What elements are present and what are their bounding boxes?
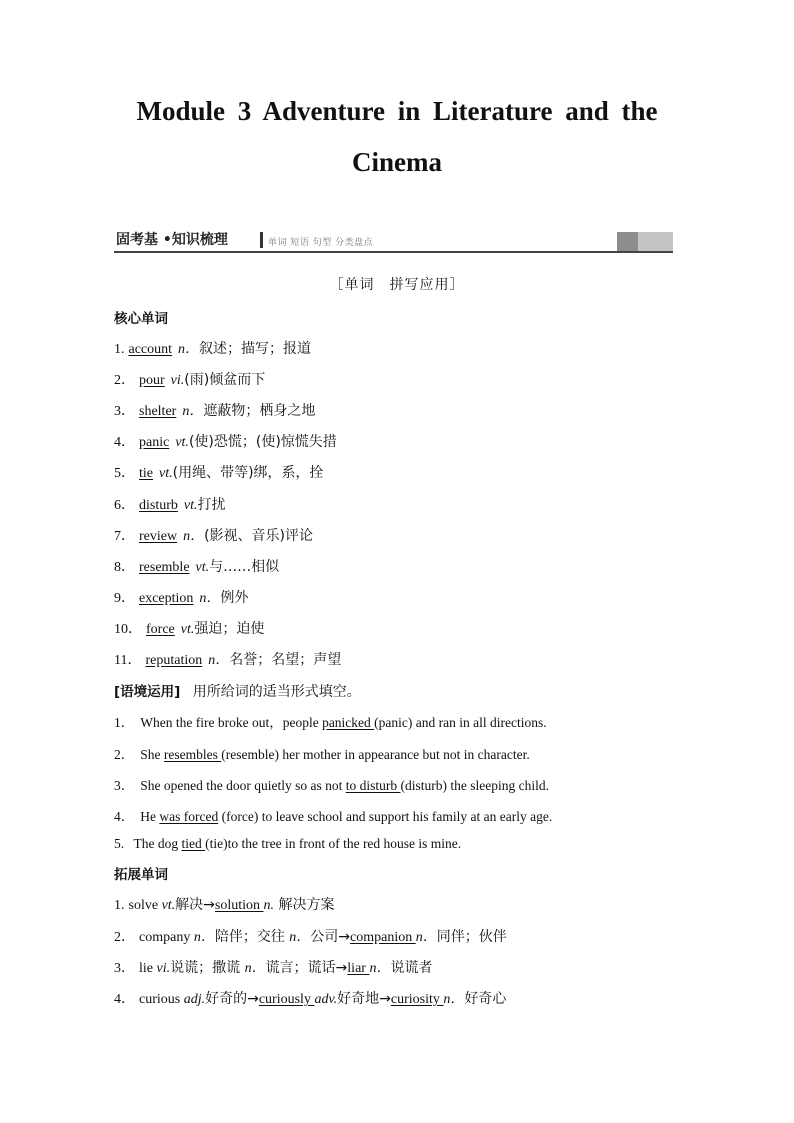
meaning: 解决方案 — [274, 897, 335, 913]
answer-word: account — [128, 342, 173, 357]
banner-label: 固考基 •知识梳理 — [116, 232, 228, 248]
item-number: 5． — [114, 466, 135, 481]
section-banner — [114, 231, 673, 253]
meaning: 打扰 — [197, 497, 226, 513]
meaning: 同伴；伙伴 — [436, 929, 507, 945]
answer-word: resemble — [139, 560, 190, 575]
sentence-text: When the fire broke out，people — [140, 715, 323, 730]
item-number: 11． — [114, 653, 142, 668]
answer-word: pour — [139, 373, 165, 388]
sentence-text: She opened the door quietly so as not — [140, 778, 346, 793]
word: curious — [139, 992, 184, 1007]
item-number: 4． — [114, 809, 135, 824]
meaning: 好奇心 — [464, 991, 507, 1007]
part-of-speech: n． — [244, 961, 266, 976]
sentence-text: (panic) and ran in all directions. — [374, 715, 547, 730]
answer-word: curiosity — [390, 992, 444, 1007]
meaning: 陪伴；交往 — [214, 929, 290, 945]
fill-in-sentence — [114, 711, 547, 731]
answer-word: resembles — [163, 747, 222, 762]
expand-word-item — [114, 988, 506, 1008]
item-number: 3． — [114, 961, 135, 976]
answer-word: panic — [139, 435, 170, 450]
sentence-text: (force) to leave school and support his family at an early age. — [218, 809, 553, 824]
item-number: 1. — [114, 342, 125, 357]
answer-word: shelter — [139, 404, 177, 419]
context-heading — [114, 680, 361, 701]
item-number: 4． — [114, 992, 135, 1007]
answer-word: exception — [139, 591, 194, 606]
part-of-speech: n． — [208, 653, 230, 668]
core-word-item — [114, 400, 315, 420]
meaning: 公司→ — [310, 929, 351, 945]
word: company — [139, 930, 194, 945]
part-of-speech: n． — [443, 992, 465, 1007]
part-of-speech: n． — [178, 342, 200, 357]
expand-word-item — [114, 957, 432, 977]
banner-subtitle: 单词 短语 句型 分类盘点 — [268, 238, 374, 248]
core-word-item — [114, 462, 324, 482]
meaning: 解决→ — [175, 897, 215, 913]
meaning: 强迫；迫使 — [194, 621, 265, 637]
item-number: 7． — [114, 529, 135, 544]
part-of-speech: n． — [193, 930, 215, 945]
part-of-speech: vt. — [175, 435, 189, 450]
answer-word: companion — [350, 930, 416, 945]
answer-word: liar — [347, 961, 370, 976]
part-of-speech: vt. — [161, 898, 176, 913]
answer-word: to disturb — [345, 778, 401, 793]
answer-word: solution — [214, 898, 264, 913]
banner-block-light — [638, 232, 673, 251]
core-word-item — [114, 556, 279, 576]
fill-in-sentence — [114, 774, 549, 794]
context-instruction: 用所给词的适当形式填空。 — [192, 684, 361, 700]
item-number: 1. — [114, 898, 125, 913]
meaning: (雨)倾盆而下 — [184, 372, 266, 388]
meaning: (使)恐慌；(使)惊慌失措 — [188, 434, 337, 450]
part-of-speech: n． — [199, 591, 221, 606]
item-number: 6． — [114, 498, 135, 513]
part-of-speech: n. — [263, 898, 275, 913]
item-number: 2． — [114, 930, 135, 945]
answer-word: disturb — [139, 498, 178, 513]
core-word-item — [114, 525, 313, 545]
meaning: 叙述；描写；报道 — [199, 341, 312, 357]
part-of-speech: vt. — [183, 498, 198, 513]
item-number: 10． — [114, 622, 142, 637]
item-number: 2． — [114, 747, 135, 762]
item-number: 4． — [114, 435, 135, 450]
sentence-text: She — [140, 747, 164, 762]
answer-word: reputation — [145, 653, 203, 668]
answer-word: tied — [181, 836, 206, 851]
item-number: 8． — [114, 560, 135, 575]
part-of-speech: n． — [289, 930, 311, 945]
section-title: ［单词 拼写应用］ — [329, 277, 465, 293]
core-word-item — [114, 494, 226, 514]
meaning: 好奇地→ — [337, 991, 391, 1007]
banner-block-dark — [617, 232, 638, 251]
part-of-speech: vi. — [170, 373, 185, 388]
core-words-heading: 核心单词 — [114, 311, 168, 327]
fill-in-sentence — [114, 743, 530, 763]
item-number: 3． — [114, 404, 135, 419]
answer-word: curiously — [258, 992, 315, 1007]
expand-word-item — [114, 894, 334, 914]
part-of-speech: vt. — [195, 560, 210, 575]
fill-in-sentence — [114, 836, 461, 852]
banner-divider — [260, 232, 263, 248]
answer-word: tie — [139, 466, 153, 481]
core-word-item — [114, 369, 265, 389]
part-of-speech: vt. — [159, 466, 173, 481]
part-of-speech: n． — [182, 404, 204, 419]
expand-words-heading: 拓展单词 — [114, 867, 168, 883]
banner-rule — [114, 251, 673, 253]
part-of-speech: adv. — [314, 992, 338, 1007]
sentence-text: The dog — [133, 836, 182, 851]
sentence-text: (disturb) the sleeping child. — [400, 778, 549, 793]
item-number: 1． — [114, 715, 135, 730]
part-of-speech: adj. — [183, 992, 206, 1007]
meaning: 名誉；名望；声望 — [229, 652, 342, 668]
item-number: 5. — [114, 836, 128, 851]
part-of-speech: n． — [183, 529, 205, 544]
part-of-speech: vi. — [156, 961, 171, 976]
meaning: 遮蔽物；栖身之地 — [203, 403, 316, 419]
item-number: 3． — [114, 778, 135, 793]
part-of-speech: vt. — [180, 622, 195, 637]
meaning: (用绳、带等)绑，系，拴 — [172, 465, 324, 481]
core-word-item — [114, 649, 341, 669]
page-title-line1: Module 3 Adventure in Literature and the — [136, 96, 658, 126]
answer-word: force — [146, 622, 175, 637]
answer-word: panicked — [322, 715, 375, 730]
meaning: (影视、音乐)评论 — [204, 528, 314, 544]
fill-in-sentence — [114, 805, 552, 825]
core-word-item — [114, 431, 337, 451]
meaning: 说谎者 — [390, 960, 433, 976]
item-number: 2． — [114, 373, 135, 388]
meaning: 说谎；撒谎 — [170, 960, 245, 976]
meaning: 谎言；谎话→ — [265, 960, 348, 976]
item-number: 9． — [114, 591, 135, 606]
page-title-line2: Cinema — [352, 147, 442, 177]
meaning: 例外 — [220, 590, 249, 606]
part-of-speech: n． — [415, 930, 437, 945]
core-word-item — [114, 618, 264, 638]
context-label: [语境运用] — [114, 684, 181, 700]
core-word-item — [114, 338, 311, 358]
meaning: 与……相似 — [209, 559, 280, 575]
answer-word: review — [139, 529, 178, 544]
part-of-speech: n． — [369, 961, 391, 976]
sentence-text: (resemble) her mother in appearance but not in character. — [221, 747, 530, 762]
sentence-text: (tie)to the tree in front of the red house is mine. — [205, 836, 462, 851]
word: solve — [128, 898, 162, 913]
sentence-text: He — [140, 809, 160, 824]
meaning: 好奇的→ — [205, 991, 259, 1007]
word: lie — [139, 961, 157, 976]
answer-word: was forced — [159, 809, 219, 824]
core-word-item — [114, 587, 248, 607]
expand-word-item — [114, 926, 507, 946]
